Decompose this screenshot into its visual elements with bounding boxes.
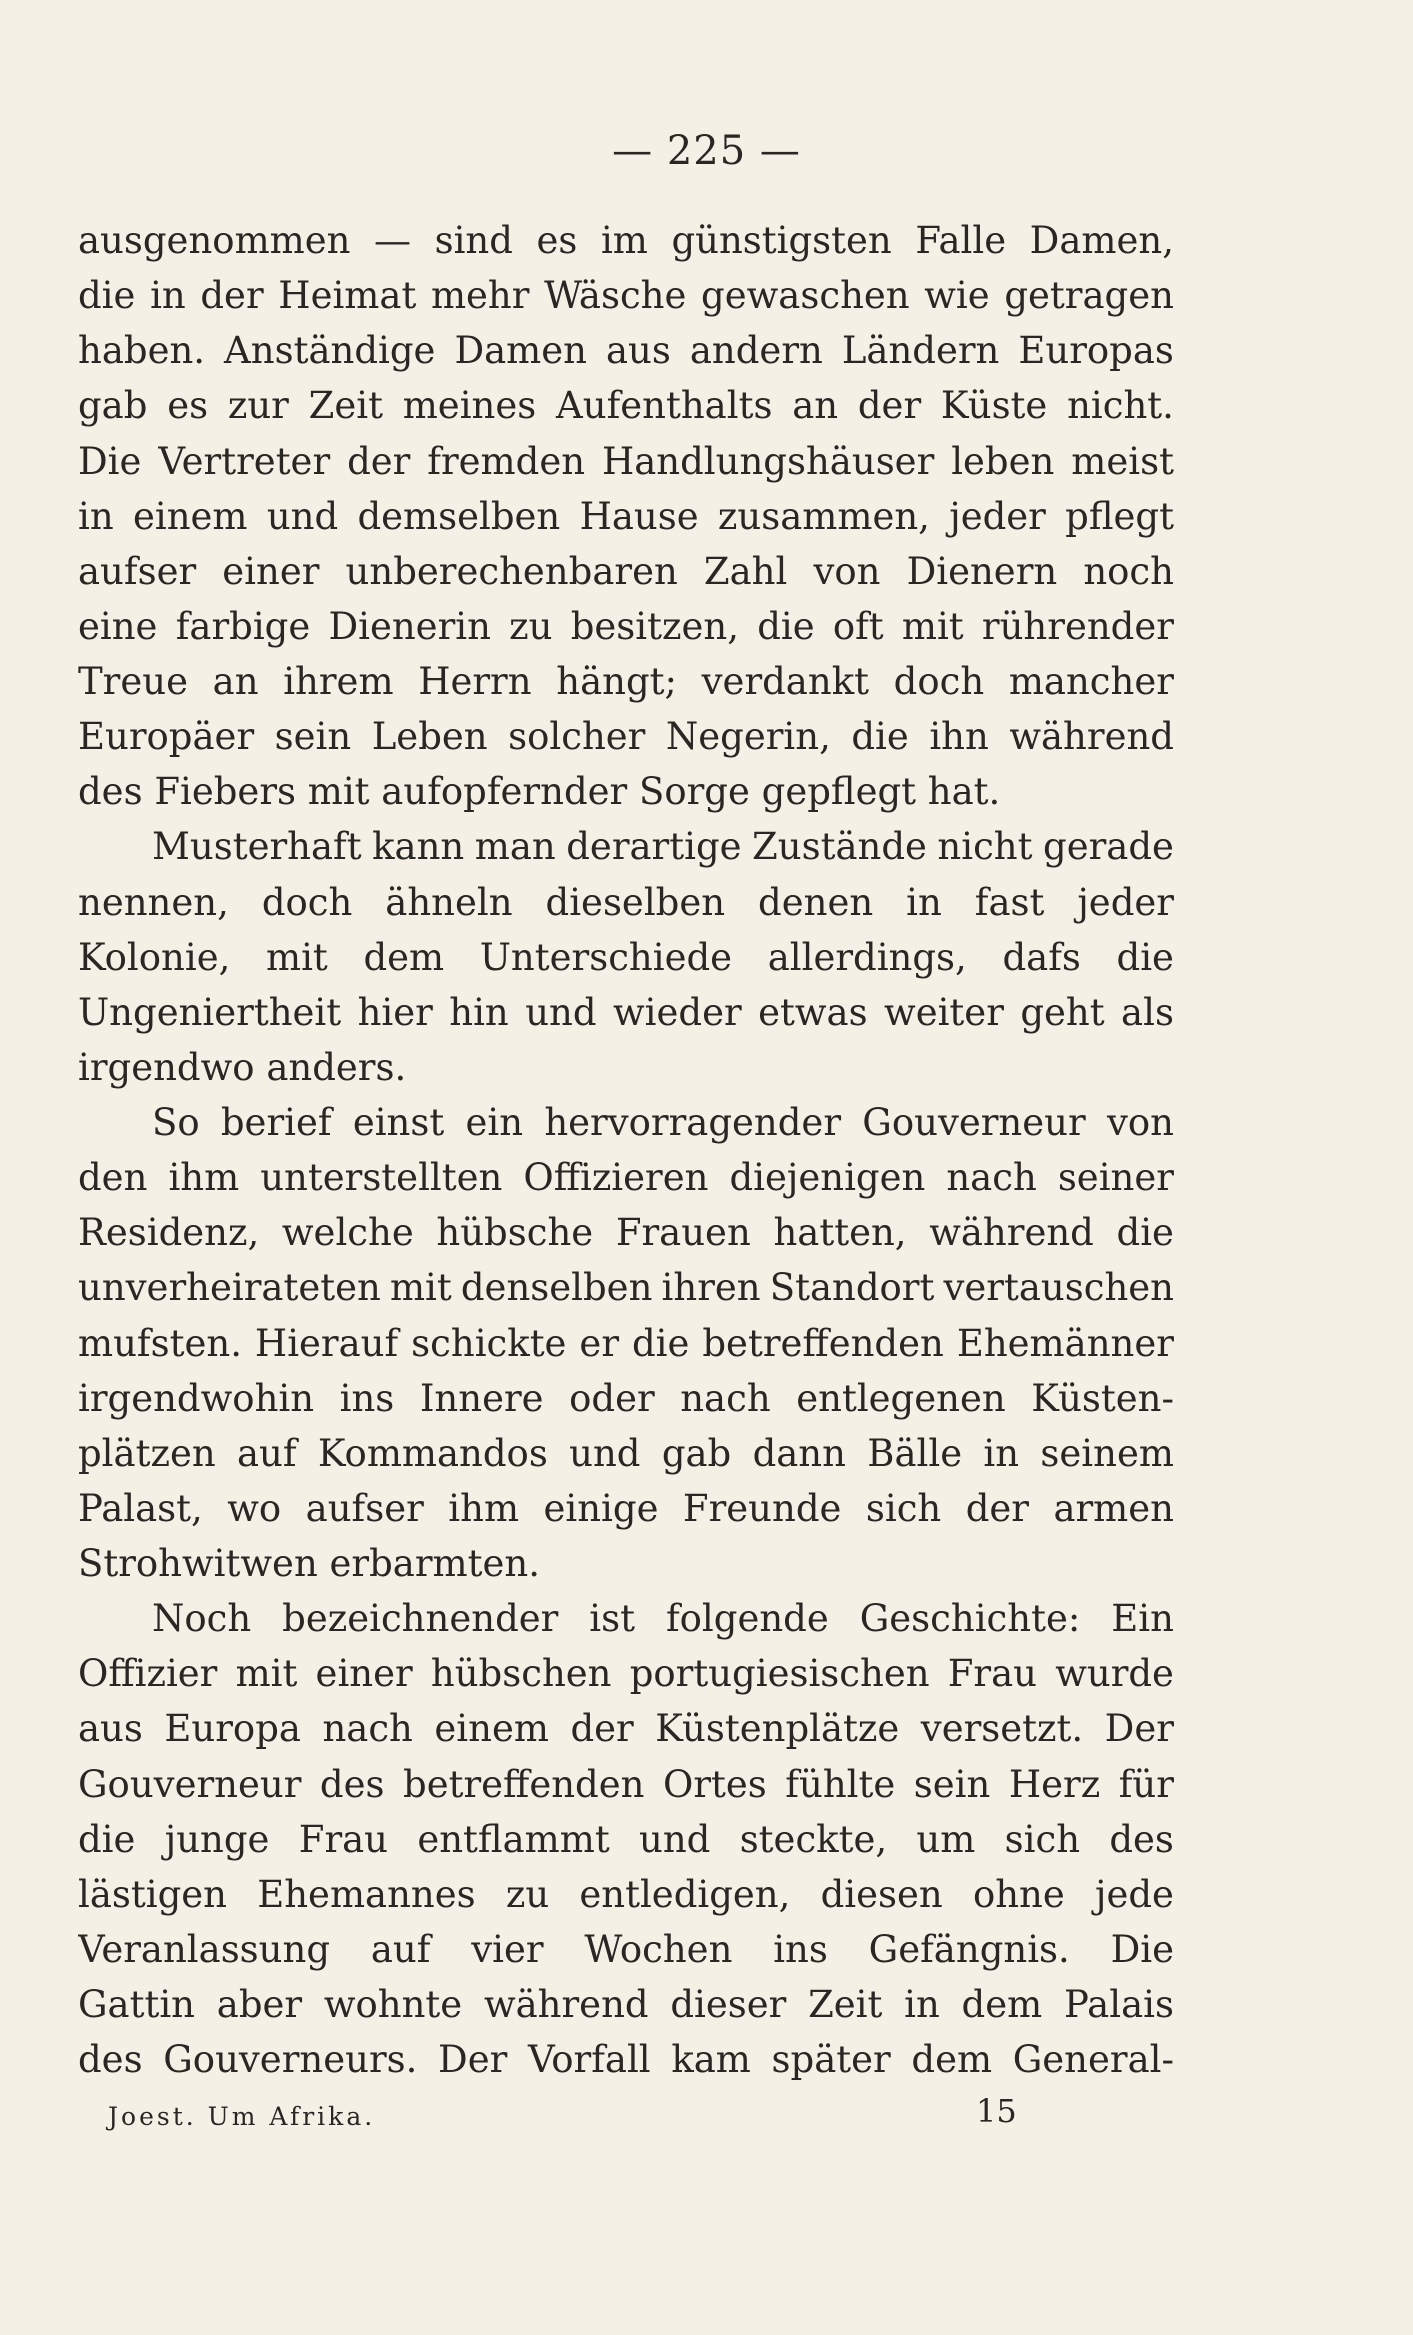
- text-line: Treue an ihrem Herrn hängt; verdankt doch mancher: [78, 660, 1174, 703]
- text-line: den ihm unterstellten Offizieren diejenigen nach seiner: [78, 1156, 1174, 1200]
- text-line: des Fiebers mit aufopfernder Sorge gepflegt hat.: [78, 770, 1001, 814]
- text-line: Kolonie, mit dem Unterschiede allerdings, dafs die: [78, 935, 1174, 979]
- text-line: aus Europa nach einem der Küstenplätze versetzt. Der: [78, 1707, 1174, 1751]
- text-line: Gattin aber wohnte während dieser Zeit in dem Palais: [78, 1983, 1174, 2026]
- text-line: haben. Anständige Damen aus andern Ländern Europas: [78, 329, 1174, 373]
- page-number: — 225 —: [612, 128, 801, 174]
- footer-title: Joest. Um Afrika.: [108, 2102, 376, 2131]
- text-line: Ungeniertheit hier hin und wieder etwas weiter geht als: [78, 990, 1174, 1034]
- text-line: Die Vertreter der fremden Handlungshäuser leben meist: [78, 439, 1174, 483]
- text-line: ausgenommen — sind es im günstigsten Falle Damen,: [78, 219, 1174, 262]
- text-line: die in der Heimat mehr Wäsche gewaschen wie getragen: [78, 274, 1174, 318]
- text-line: irgendwo anders.: [78, 1045, 407, 1089]
- text-line: eine farbige Dienerin zu besitzen, die oft mit rührender: [78, 604, 1174, 648]
- text-line: plätzen auf Kommandos und gab dann Bälle in seinem: [78, 1431, 1174, 1475]
- text-line: Residenz, welche hübsche Frauen hatten, während die: [78, 1211, 1174, 1255]
- text-line: die junge Frau entflammt und steckte, um sich des: [78, 1817, 1174, 1861]
- text-line: Gouverneur des betreffenden Ortes fühlte sein Herz für: [78, 1762, 1174, 1806]
- text-line: Offizier mit einer hübschen portugiesischen Frau wurde: [78, 1652, 1174, 1696]
- text-line: in einem und demselben Hause zusammen, jeder pflegt: [78, 494, 1174, 538]
- text-line: mufsten. Hierauf schickte er die betreffenden Ehemänner: [78, 1321, 1174, 1365]
- text-line: aufser einer unberechenbaren Zahl von Dienern noch: [78, 549, 1174, 593]
- text-line: nennen, doch ähneln dieselben denen in fast jeder: [78, 880, 1174, 924]
- text-line: lästigen Ehemannes zu entledigen, diesen ohne jede: [78, 1872, 1174, 1916]
- text-line: Noch bezeichnender ist folgende Geschichte: Ein: [152, 1597, 1174, 1641]
- text-line: Strohwitwen erbarmten.: [78, 1542, 540, 1585]
- text-line: irgendwohin ins Innere oder nach entlegenen Küsten-: [78, 1376, 1174, 1420]
- signature-mark: 15: [976, 2092, 1017, 2130]
- text-line: Europäer sein Leben solcher Negerin, die ihn während: [78, 715, 1174, 759]
- text-line: Palast, wo aufser ihm einige Freunde sich der armen: [78, 1486, 1174, 1530]
- text-line: Veranlassung auf vier Wochen ins Gefängnis. Die: [78, 1927, 1174, 1971]
- text-line: unverheirateten mit denselben ihren Standort vertauschen: [78, 1266, 1174, 1310]
- text-line: So berief einst ein hervorragender Gouverneur von: [152, 1101, 1174, 1144]
- text-line: des Gouverneurs. Der Vorfall kam später dem General-: [78, 2038, 1174, 2082]
- text-line: Musterhaft kann man derartige Zustände nicht gerade: [152, 825, 1174, 869]
- text-line: gab es zur Zeit meines Aufenthalts an der Küste nicht.: [78, 384, 1174, 428]
- page-footer: [0, 2092, 1413, 2142]
